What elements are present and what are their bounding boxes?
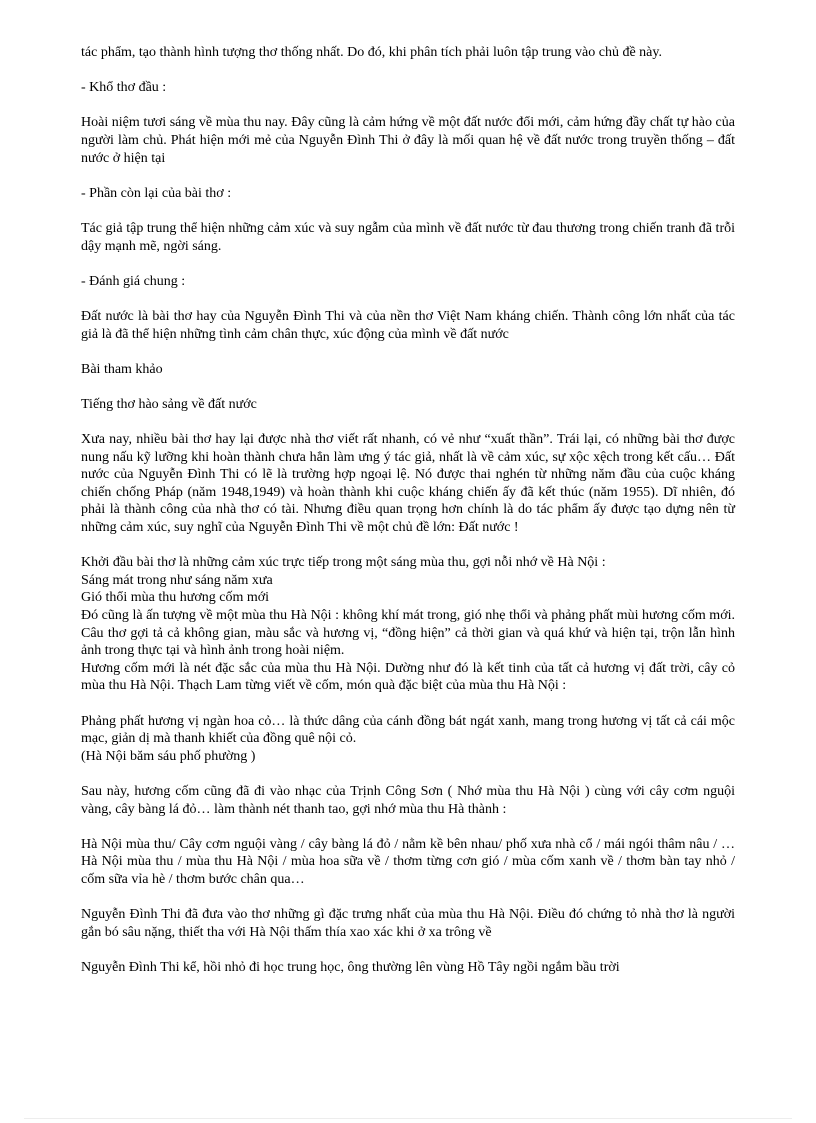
paragraph-tac-gia: Tác giả tập trung thể hiện những cảm xúc và suy ngẫm của mình về đất nước từ đau thương trong chiến tranh đã trỗi dậy mạnh mẽ, ngời sáng. xyxy=(81,220,735,254)
paragraph-xua-nay: Xưa nay, nhiều bài thơ hay lại được nhà thơ viết rất nhanh, có vẻ như “xuất thần”. Trái lại, có những bài thơ được nung nấu kỹ lưỡng khi hoàn thành chưa hẳn làm ưng ý tác giả, nhất là về cảm xúc, sự xộc xệch trong kết cấu… Đất nước của Nguyễn Đình Thi có lẽ là trường hợp ngoại lệ. Nó được thai nghén từ những năm đầu của cuộc kháng chiến chống Pháp (năm 1948,1949) và hoàn thành khi cuộc kháng chiến ấy đã kết thúc (năm 1955). Dĩ nhiên, đó phải là thành công của nhà thơ có tài. Nhưng điều quan trọng hơn chính là do tác phẩm ấy được tạo dựng nên từ những cảm xúc, suy nghĩ của Nguyễn Đình Thi về một chủ đề lớn: Đất nước ! xyxy=(81,432,735,536)
page-bottom-divider xyxy=(24,1118,792,1119)
paragraph-khoi-dau xyxy=(81,554,735,695)
paragraph-ho-tay: Nguyễn Đình Thi kể, hồi nhỏ đi học trung học, ông thường lên vùng Hồ Tây ngồi ngắm bầu trời xyxy=(81,959,620,975)
quote-source: (Hà Nội băm sáu phố phường ) xyxy=(81,748,256,764)
heading-kho-tho-dau: - Khổ thơ đầu : xyxy=(81,80,167,96)
paragraph-dac-trung: Nguyễn Đình Thi đã đưa vào thơ những gì đặc trưng nhất của mùa thu Hà Nội. Điều đó chứng tỏ nhà thơ là người gắn bó sâu nặng, thiết tha với Hà Nội thấm thía xao xác khi ở xa trông về xyxy=(81,907,735,940)
heading-tieng-tho: Tiếng thơ hào sảng về đất nước xyxy=(81,396,257,412)
paragraph-hoai-niem: Hoài niệm tươi sáng về mùa thu nay. Đây cũng là cảm hứng về một đất nước đổi mới, cảm hứng đầy chất tự hào của người làm chủ. Phát hiện mới mẻ của Nguyễn Đình Thi ở đây là mối quan hệ về đất nước trong truyền thống – đất nước ở hiện tại xyxy=(81,115,735,166)
paragraph-dat-nuoc: Đất nước là bài thơ hay của Nguyễn Đình Thi và của nền thơ Việt Nam kháng chiến. Thành công lớn nhất của tác giả là đã thể hiện những tình cảm chân thực, xúc động của mình về đất nước xyxy=(81,308,735,342)
paragraph-lyrics: Hà Nội mùa thu/ Cây cơm nguội vàng / cây bàng lá đỏ / nằm kề bên nhau/ phố xưa nhà cổ / mái ngói thâm nâu / … Hà Nội mùa thu / mùa thu Hà Nội / mùa hoa sữa về / thơm từng cơn gió / mùa cốm xanh về / thơm bàn tay nhỏ / cốm sữa vỉa hè / thơm bước chân qua… xyxy=(81,836,735,887)
quote-text: Phảng phất hương vị ngàn hoa cỏ… là thức dâng của cánh đồng bát ngát xanh, mang trong hương vị tất cả cái mộc mạc, giản dị mà thanh khiết của đồng quê nội cỏ. xyxy=(81,713,735,747)
verse-line-2: Gió thổi mùa thu hương cốm mới xyxy=(81,590,270,606)
paragraph-quote-thach-lam xyxy=(81,713,735,766)
paragraph-intro: tác phẩm, tạo thành hình tượng thơ thống nhất. Do đó, khi phân tích phải luôn tập trung vào chủ đề này. xyxy=(81,45,662,60)
heading-phan-con-lai: - Phần còn lại của bài thơ : xyxy=(81,185,232,201)
huong-com-line: Hương cốm mới là nét đặc sắc của mùa thu Hà Nội. Dường như đó là kết tinh của tất cả hương vị đất trời, cây cỏ mùa thu Hà Nội. Thạch Lam từng viết về cốm, món quà đặc biệt của mùa thu Hà Nội : xyxy=(81,660,735,694)
heading-bai-tham-khao: Bài tham khảo xyxy=(81,361,163,377)
an-tuong-line: Đó cũng là ấn tượng về một mùa thu Hà Nội : không khí mát trong, gió nhẹ thổi và phảng phất mùi hương cốm mới. Câu thơ gợi tả cả không gian, màu sắc và hương vị, “đồng hiện” cả thời gian và quá khứ và hiện tại, trộn lẫn hình ảnh trong thực tại và hình ảnh trong hoài niệm. xyxy=(81,608,735,659)
paragraph-trinh-cong-son: Sau này, hương cốm cũng đã đi vào nhạc của Trịnh Công Sơn ( Nhớ mùa thu Hà Nội ) cùng với cây cơm nguội vàng, cây bàng lá đỏ… làm thành nét thanh tao, gợi nhớ mùa thu Hà thành : xyxy=(81,783,735,817)
verse-line-1: Sáng mát trong như sáng năm xưa xyxy=(81,572,273,588)
khoi-dau-line: Khởi đầu bài thơ là những cảm xúc trực tiếp trong một sáng mùa thu, gợi nỗi nhớ về Hà Nội : xyxy=(81,555,606,571)
document-body xyxy=(81,44,735,976)
heading-danh-gia-chung: - Đánh giá chung : xyxy=(81,273,186,289)
